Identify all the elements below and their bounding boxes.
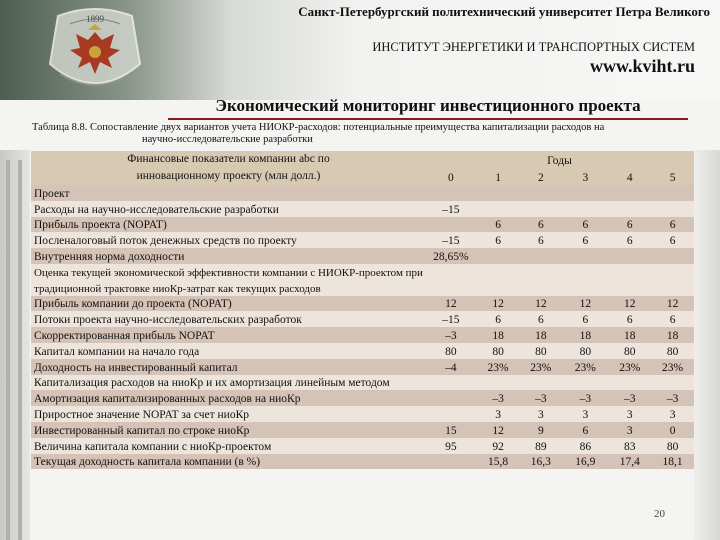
value-cell: 12 xyxy=(477,296,520,312)
value-cell xyxy=(562,375,608,391)
value-cell xyxy=(425,375,477,391)
row-label: Прибыль компании до проекта (NOPAT) xyxy=(31,296,425,312)
decorative-side xyxy=(694,150,720,540)
value-cell xyxy=(608,375,651,391)
value-cell xyxy=(562,264,608,280)
value-cell: 15,8 xyxy=(477,454,520,470)
value-cell: 80 xyxy=(477,343,520,359)
value-cell xyxy=(519,264,562,280)
value-cell xyxy=(562,248,608,264)
table-row xyxy=(31,422,694,438)
row-label: Величина капитала компании с ниоКр-проектом xyxy=(31,438,425,454)
value-cell xyxy=(651,248,694,264)
value-cell: 6 xyxy=(477,232,520,248)
value-cell: 80 xyxy=(519,343,562,359)
value-cell: 17,4 xyxy=(608,454,651,470)
value-cell: –15 xyxy=(425,201,477,217)
value-cell: 23% xyxy=(519,359,562,375)
value-cell: 80 xyxy=(608,343,651,359)
row-label: Внутренняя норма доходности xyxy=(31,248,425,264)
value-cell: 12 xyxy=(519,296,562,312)
value-cell: 18 xyxy=(562,327,608,343)
value-cell: 3 xyxy=(477,406,520,422)
value-cell: –3 xyxy=(519,390,562,406)
row-label: Инвестированный капитал по строке ниоКр xyxy=(31,422,425,438)
year-cell: 0 xyxy=(425,168,477,185)
table-row xyxy=(31,390,694,406)
row-label: Проект xyxy=(31,185,425,201)
year-cell: 3 xyxy=(562,168,608,185)
value-cell: 6 xyxy=(608,217,651,233)
table-row xyxy=(31,248,694,264)
value-cell xyxy=(519,185,562,201)
value-cell: 80 xyxy=(562,343,608,359)
value-cell: 6 xyxy=(562,422,608,438)
value-cell: 6 xyxy=(651,217,694,233)
value-cell: –4 xyxy=(425,359,477,375)
row-label: Скорректированная прибыль NOPAT xyxy=(31,327,425,343)
value-cell xyxy=(608,280,651,296)
table-header-row xyxy=(31,151,694,168)
table-row xyxy=(31,343,694,359)
value-cell: 83 xyxy=(608,438,651,454)
institute-name: ИНСТИТУТ ЭНЕРГЕТИКИ И ТРАНСПОРТНЫХ СИСТЕМ xyxy=(372,40,695,54)
value-cell xyxy=(519,201,562,217)
year-cell: 4 xyxy=(608,168,651,185)
header-label-line-2: инновационному проекту (млн долл.) xyxy=(136,170,321,182)
value-cell: 15 xyxy=(425,422,477,438)
row-label: Прибыль проекта (NOPAT) xyxy=(31,217,425,233)
value-cell xyxy=(477,264,520,280)
value-cell xyxy=(562,185,608,201)
value-cell: 6 xyxy=(562,232,608,248)
value-cell xyxy=(608,264,651,280)
value-cell: 95 xyxy=(425,438,477,454)
value-cell xyxy=(477,185,520,201)
table-row xyxy=(31,454,694,470)
page-title: Экономический мониторинг инвестиционного проекта xyxy=(215,96,641,115)
value-cell: 6 xyxy=(477,311,520,327)
value-cell xyxy=(519,375,562,391)
value-cell: 3 xyxy=(562,406,608,422)
value-cell xyxy=(519,280,562,296)
university-name: Санкт-Петербургский политехнический университет Петра Великого xyxy=(298,4,710,19)
value-cell: –3 xyxy=(425,327,477,343)
value-cell: 28,65% xyxy=(425,248,477,264)
value-cell xyxy=(651,201,694,217)
value-cell: 12 xyxy=(477,422,520,438)
value-cell: 6 xyxy=(562,311,608,327)
value-cell: 6 xyxy=(651,311,694,327)
row-label: Оценка текущей экономической эффективности компании с НИОКР-проектом при xyxy=(31,264,425,280)
year-cell: 2 xyxy=(519,168,562,185)
data-table xyxy=(31,151,694,469)
value-cell xyxy=(651,185,694,201)
year-cell: 1 xyxy=(477,168,520,185)
value-cell: 18 xyxy=(477,327,520,343)
value-cell: 9 xyxy=(519,422,562,438)
value-cell xyxy=(562,280,608,296)
value-cell xyxy=(651,375,694,391)
row-label: Потоки проекта научно-исследовательских разработок xyxy=(31,311,425,327)
value-cell: 12 xyxy=(425,296,477,312)
section-note-row xyxy=(31,264,694,280)
value-cell: –15 xyxy=(425,232,477,248)
value-cell: 23% xyxy=(562,359,608,375)
row-label: Расходы на научно-исследовательские разработки xyxy=(31,201,425,217)
value-cell: 12 xyxy=(651,296,694,312)
value-cell: 23% xyxy=(651,359,694,375)
value-cell xyxy=(651,280,694,296)
years-caption: Годы xyxy=(425,151,694,168)
value-cell: 16,9 xyxy=(562,454,608,470)
value-cell: –3 xyxy=(477,390,520,406)
value-cell: –3 xyxy=(608,390,651,406)
value-cell: 18 xyxy=(608,327,651,343)
value-cell: 18,1 xyxy=(651,454,694,470)
emblem-year: 1899 xyxy=(86,14,104,24)
value-cell: 3 xyxy=(651,406,694,422)
table-row xyxy=(31,185,694,201)
value-cell xyxy=(608,185,651,201)
value-cell: 6 xyxy=(608,232,651,248)
year-cell: 5 xyxy=(651,168,694,185)
value-cell: 3 xyxy=(608,422,651,438)
table-row xyxy=(31,327,694,343)
university-emblem xyxy=(30,4,160,104)
value-cell: –3 xyxy=(651,390,694,406)
row-label: Капитализация расходов на ниоКр и их амортизация линейным методом xyxy=(31,375,425,391)
row-label: Посленалоговый поток денежных средств по проекту xyxy=(31,232,425,248)
value-cell xyxy=(477,280,520,296)
table-row xyxy=(31,438,694,454)
value-cell xyxy=(425,406,477,422)
value-cell: 6 xyxy=(519,311,562,327)
value-cell: 80 xyxy=(425,343,477,359)
row-label: Текущая доходность капитала компании (в %) xyxy=(31,454,425,470)
value-cell: –15 xyxy=(425,311,477,327)
value-cell xyxy=(425,185,477,201)
table-row xyxy=(31,359,694,375)
value-cell xyxy=(477,248,520,264)
caption-line-2: научно-исследовательские разработки xyxy=(142,134,313,145)
value-cell: 92 xyxy=(477,438,520,454)
header-label-cell xyxy=(31,151,425,185)
value-cell: 6 xyxy=(477,217,520,233)
table-row xyxy=(31,201,694,217)
value-cell: 80 xyxy=(651,343,694,359)
website-link[interactable]: www.kviht.ru xyxy=(589,56,695,76)
row-label: Капитал компании на начало года xyxy=(31,343,425,359)
table-row xyxy=(31,217,694,233)
table-row xyxy=(31,406,694,422)
value-cell: 23% xyxy=(477,359,520,375)
value-cell xyxy=(477,201,520,217)
table-row xyxy=(31,232,694,248)
value-cell: 6 xyxy=(519,217,562,233)
value-cell xyxy=(425,264,477,280)
value-cell: 3 xyxy=(519,406,562,422)
value-cell: 89 xyxy=(519,438,562,454)
value-cell: 6 xyxy=(608,311,651,327)
value-cell: –3 xyxy=(562,390,608,406)
value-cell xyxy=(425,280,477,296)
value-cell: 6 xyxy=(519,232,562,248)
header-label-line-1: Финансовые показатели компании abc по xyxy=(127,153,330,165)
decorative-building xyxy=(0,150,30,540)
value-cell xyxy=(519,248,562,264)
value-cell: 12 xyxy=(608,296,651,312)
value-cell: 3 xyxy=(608,406,651,422)
value-cell xyxy=(425,390,477,406)
value-cell xyxy=(562,201,608,217)
value-cell xyxy=(651,264,694,280)
value-cell xyxy=(425,217,477,233)
table-caption xyxy=(32,122,692,146)
value-cell xyxy=(425,454,477,470)
table-row xyxy=(31,296,694,312)
value-cell xyxy=(608,201,651,217)
table-row xyxy=(31,375,694,391)
value-cell: 23% xyxy=(608,359,651,375)
row-label: Приростное значение NOPAT за счет ниоКр xyxy=(31,406,425,422)
value-cell xyxy=(608,248,651,264)
section-note-row xyxy=(31,280,694,296)
title-underline xyxy=(168,118,688,120)
page-number: 20 xyxy=(654,508,665,520)
row-label: традиционной трактовке ниоКр-затрат как текущих расходов xyxy=(31,280,425,296)
value-cell xyxy=(477,375,520,391)
value-cell: 80 xyxy=(651,438,694,454)
value-cell: 6 xyxy=(651,232,694,248)
value-cell: 18 xyxy=(519,327,562,343)
value-cell: 86 xyxy=(562,438,608,454)
value-cell: 12 xyxy=(562,296,608,312)
value-cell: 16,3 xyxy=(519,454,562,470)
value-cell: 0 xyxy=(651,422,694,438)
value-cell: 18 xyxy=(651,327,694,343)
row-label: Амортизация капитализированных расходов на ниоКр xyxy=(31,390,425,406)
value-cell: 6 xyxy=(562,217,608,233)
caption-line-1: Таблица 8.8. Сопоставление двух вариантов учета НИОКР-расходов: потенциальные преимущества капитализации расходов на xyxy=(32,122,605,133)
row-label: Доходность на инвестированный капитал xyxy=(31,359,425,375)
table-row xyxy=(31,311,694,327)
